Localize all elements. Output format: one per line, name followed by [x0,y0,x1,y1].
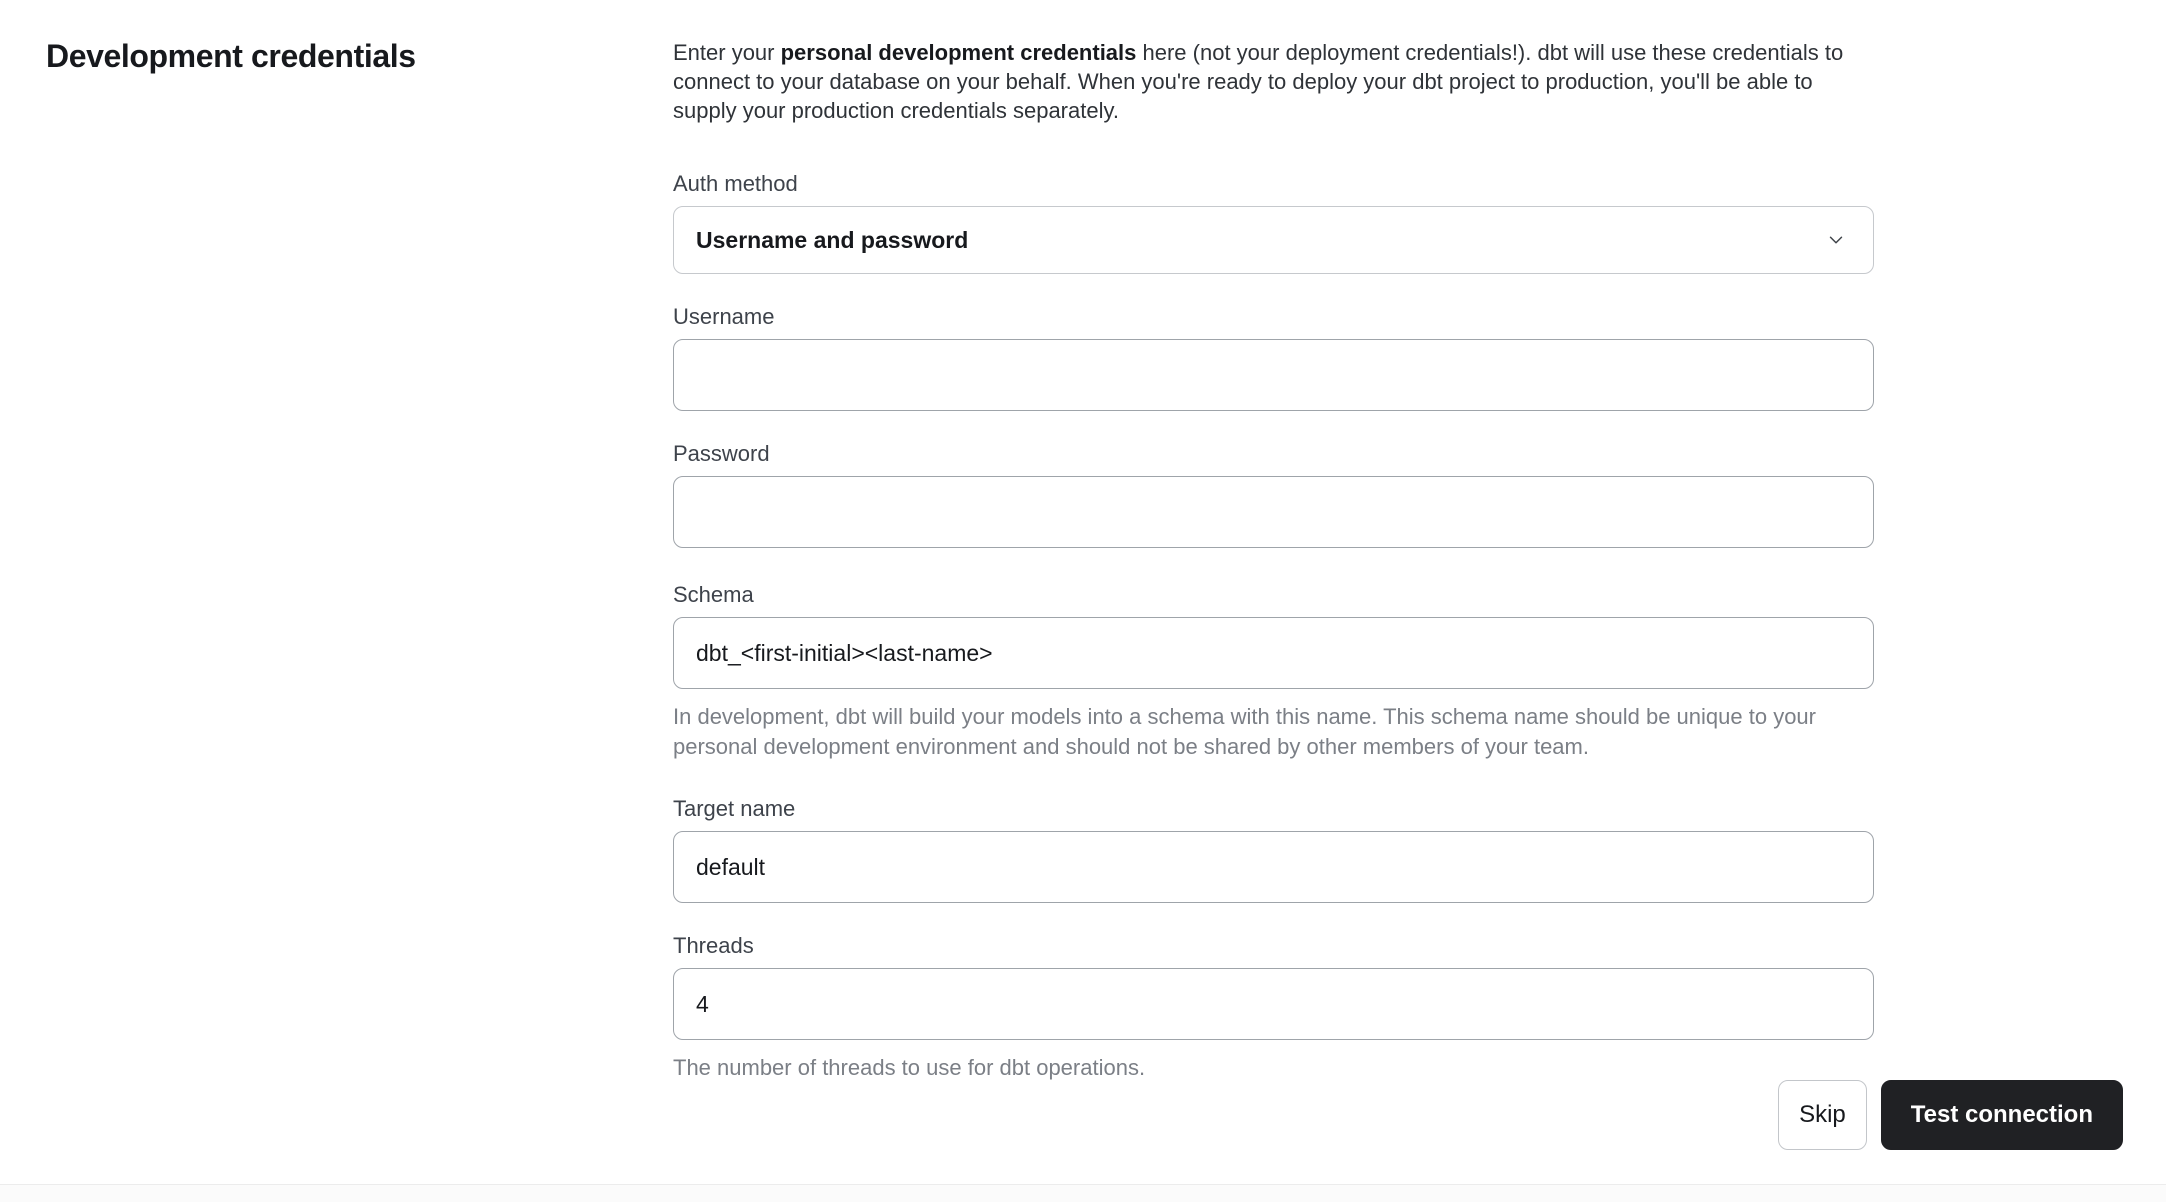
password-label: Password [673,441,770,466]
intro-text-after: here (not your deployment credentials!). dbt will use these credentials to connect to your database on your behalf. When you're ready to deploy your dbt project to production, you'll be able to supply your production credentials separately. [673,40,1844,123]
intro-text-before: Enter your [673,40,781,65]
auth-method-selected-value: Username and password [696,226,969,253]
target-name-label: Target name [673,796,796,821]
credentials-form [673,36,1874,1083]
skip-button[interactable]: Skip [1778,1080,1867,1150]
target-name-input[interactable] [673,831,1874,903]
username-field [673,304,1874,411]
password-input[interactable] [673,476,1874,548]
password-field [673,441,1874,548]
schema-help-text: In development, dbt will build your models into a schema with this name. This schema name should be unique to your personal development environment and should not be shared by other members of your team. [673,704,1816,759]
threads-help-text: The number of threads to use for dbt operations. [673,1055,1146,1080]
threads-field [673,933,1874,1083]
bottom-divider [0,1184,2166,1202]
username-label: Username [673,304,775,329]
username-input[interactable] [673,339,1874,411]
chevron-down-icon [1825,229,1847,251]
target-name-field [673,796,1874,903]
title-column [46,36,673,76]
page-title: Development credentials [46,38,416,74]
intro-paragraph [673,38,1858,125]
auth-method-field [673,171,1874,274]
intro-bold-text: personal development credentials [780,40,1137,65]
schema-field [673,582,1874,762]
threads-input[interactable] [673,968,1874,1040]
test-connection-button[interactable]: Test connection [1881,1080,2123,1150]
auth-method-select[interactable] [673,206,1874,274]
schema-input[interactable] [673,617,1874,689]
threads-label: Threads [673,933,754,958]
auth-method-label: Auth method [673,171,798,196]
footer-actions [1778,1080,2123,1150]
schema-label: Schema [673,582,754,607]
